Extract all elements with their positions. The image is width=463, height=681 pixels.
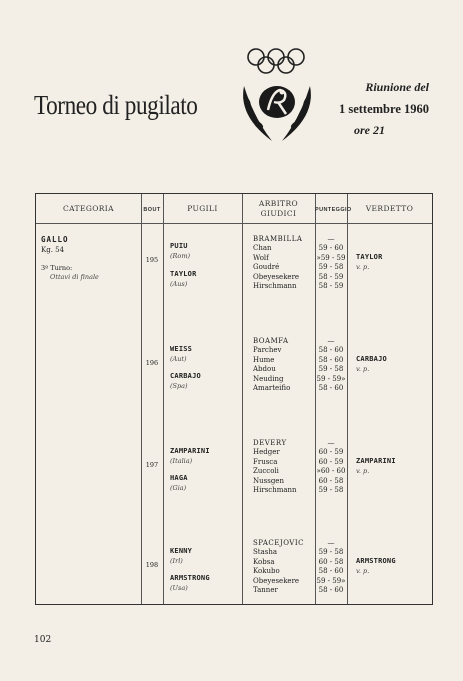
referee: BOAMFA [253,337,289,345]
score: 59 - 58 [318,263,344,272]
judge: Neuding [253,374,284,383]
score: 60 - 59 [318,448,344,456]
score: 59 - 59» [316,576,346,585]
col-verdetto: VERDETTO [365,204,414,213]
judge: Goudré [253,263,280,272]
verdict-winner: CARBAJO [356,355,387,363]
score: 58 - 60 [318,346,344,354]
category-name: GALLO [41,235,69,244]
score: 59 - 58 [318,548,344,556]
score: 59 - 59» [316,374,346,383]
referee: DEVERY [253,439,287,447]
fighter-1-country: (Rom) [170,252,191,260]
category-weight: Kg. 54 [41,246,65,254]
verdict-decision: v. p. [356,467,370,475]
fighter-2-country: (Spa) [170,382,188,390]
fighter-2: HAGA [170,474,188,482]
fighter-2: CARBAJO [170,372,201,380]
referee-score: — [327,439,335,447]
judge: Abdou [253,365,276,374]
verdict-decision: v. p. [356,365,370,373]
fighter-1: KENNY [170,547,193,555]
results-table [35,193,433,605]
judge: Kobsa [253,557,275,566]
bout-number: 197 [145,461,159,469]
referee-score: — [327,235,335,243]
olympic-emblem-icon [232,46,322,151]
fighter-1: PUIU [170,242,188,250]
verdict-decision: v. p. [356,263,370,271]
judge: Obeyesekere [253,576,300,585]
score: 58 - 60 [318,384,344,393]
fighter-2-country: (Gia) [170,484,187,492]
category-turn: 3º Turno: [41,264,73,272]
referee: BRAMBILLA [253,235,303,243]
score: 59 - 58 [318,365,344,374]
meeting-hour: ore 21 [354,123,385,137]
referee-score: — [327,539,335,547]
score: 60 - 59 [318,457,344,466]
score: 60 - 58 [318,476,344,485]
fighter-2-country: (Aus) [170,280,188,288]
page-number: 102 [34,635,52,645]
judge: Zuccoli [253,467,279,476]
score: 59 - 58 [318,486,344,495]
judge: Chan [253,244,272,252]
fighter-1: WEISS [170,345,193,353]
fighter-2: ARMSTRONG [170,574,210,582]
verdict-winner: ZAMPARINI [356,457,396,465]
score: 59 - 60 [318,244,344,252]
referee: SPACEJOVIC [253,539,304,547]
fighter-1-country: (Irl) [170,557,183,565]
meeting-date: 1 settembre 1960 [338,102,429,116]
verdict-winner: ARMSTRONG [356,557,396,565]
judge: Hirschmann [253,486,297,495]
judge: Nussgen [253,476,284,485]
judge: Kokubo [253,567,280,576]
page-title: Torneo di pugilato [34,90,198,120]
col-arbitro-giudici: ARBITRO GIUDICI [258,199,299,218]
score: »59 - 59 [316,253,346,262]
fighter-2-country: (Usa) [170,584,188,592]
score: 58 - 59 [318,272,344,281]
judge: Parchev [253,346,282,354]
score: 60 - 58 [318,557,344,566]
fighter-1-country: (Italia) [170,457,193,465]
meeting-label: Riunione del [365,80,429,94]
bout-number: 196 [145,359,159,367]
category-round: Ottavi di finale [50,273,99,281]
score: 58 - 60 [318,586,344,595]
fighter-1: ZAMPARINI [170,447,210,455]
judge: Tanner [253,586,278,595]
bout-number: 195 [145,256,159,264]
judge: Frusca [253,457,278,466]
fighter-1-country: (Aut) [170,355,187,363]
referee-score: — [327,337,335,345]
judge: Hedger [253,448,280,456]
col-punteggio: PUNTEGGIO [315,207,352,213]
verdict-winner: TAYLOR [356,253,383,261]
judge: Wolf [253,253,269,262]
score: 58 - 60 [318,567,344,576]
verdict-decision: v. p. [356,567,370,575]
score: 58 - 60 [318,355,344,364]
score: »60 - 60 [316,467,346,476]
judge: Obeyesekere [253,272,300,281]
judge: Stasha [253,548,278,556]
judge: Amarteifio [253,384,291,393]
judge: Hume [253,355,275,364]
bout-number: 198 [145,561,159,569]
judge: Hirschmann [253,282,297,291]
fighter-2: TAYLOR [170,270,197,278]
col-categoria: CATEGORIA [63,204,114,213]
col-pugili: PUGILI [187,204,218,213]
col-bout: BOUT [143,207,161,213]
score: 58 - 59 [318,282,344,291]
